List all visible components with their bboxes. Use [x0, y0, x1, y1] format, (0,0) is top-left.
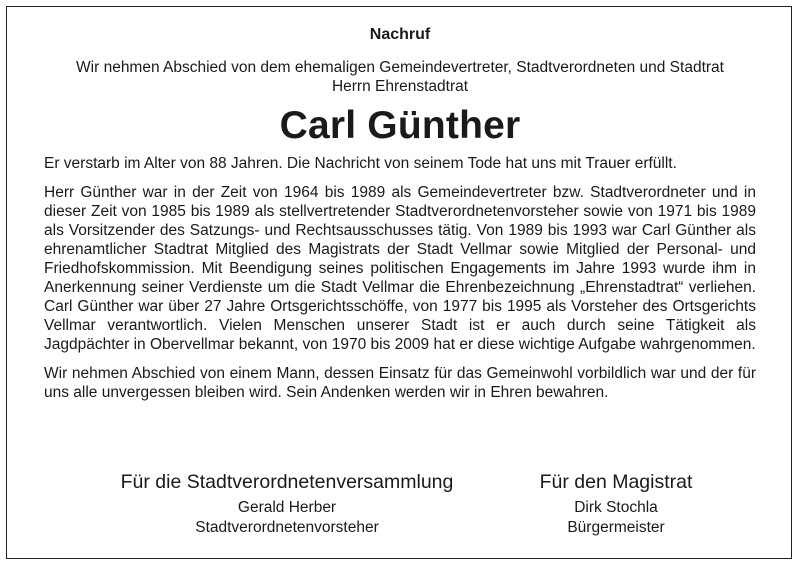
signature-title: Stadtverordnetenvorsteher [195, 519, 379, 536]
signature-person: Gerald Herber [237, 499, 337, 516]
notice-intro [44, 58, 756, 96]
notice-heading: Nachruf [369, 26, 431, 43]
notice-body [44, 25, 756, 402]
paragraph-career: Herr Günther war in der Zeit von 1964 bis 1989 als Gemeindevertreter bzw. Stadtverordneter und in dieser Zeit von 1985 bis 1989 als stellvertretender Stadtverordnetenvorsteher sowie von 1971 bis 1989 als Vorsitzender des Satzungs- und Rechtsausschusses tätig. Von 1989 bis 1993 war Carl Günther als ehrenamtlicher Stadtrat Mitglied des Magistrats der Stadt Vellmar sowie Mitglied der Personal- und Friedhofskommission. Mit Beendigung seines politischen Engagements im Jahre 1993 wurde ihm in Anerkennung seiner Verdienste um die Stadt Vellmar die Ehrenbezeichnung „Ehrenstadtrat“ verliehen. Carl Günther war über 27 Jahre Ortsgerichtsschöffe, von 1977 bis 1995 als Vorsteher des Ortsgerichts Vellmar verantwortlich. Vielen Menschen unserer Stadt ist er auch durch seine Tätigkeit als Jagdpächter in Obervellmar bekannt, von 1970 bis 2009 hat er diese wichtige Aufgabe wahrgenommen. [44, 184, 756, 353]
intro-line-1: Wir nehmen Abschied von dem ehemaligen Gemeindevertreter, Stadtverordneten und Stadtrat [76, 59, 724, 76]
signature-magistrate [516, 470, 716, 538]
signature-organization: Für die Stadtverordnetenversammlung [120, 471, 454, 493]
intro-line-2: Herrn Ehrenstadtrat [331, 78, 469, 95]
paragraph-death: Er verstarb im Alter von 88 Jahren. Die Nachricht von seinem Tode hat uns mit Trauer erfüllt. [44, 155, 677, 172]
signature-organization: Für den Magistrat [539, 471, 693, 493]
signature-person: Dirk Stochla [574, 499, 658, 516]
paragraph-farewell: Wir nehmen Abschied von einem Mann, dessen Einsatz für das Gemeinwohl vorbildlich war und der für uns alle unvergessen bleiben wird. Sein Andenken werden wir in Ehren bewahren. [44, 365, 756, 401]
signature-title: Bürgermeister [567, 519, 665, 536]
signature-city-council [86, 470, 488, 538]
deceased-name: Carl Günther [279, 104, 521, 147]
